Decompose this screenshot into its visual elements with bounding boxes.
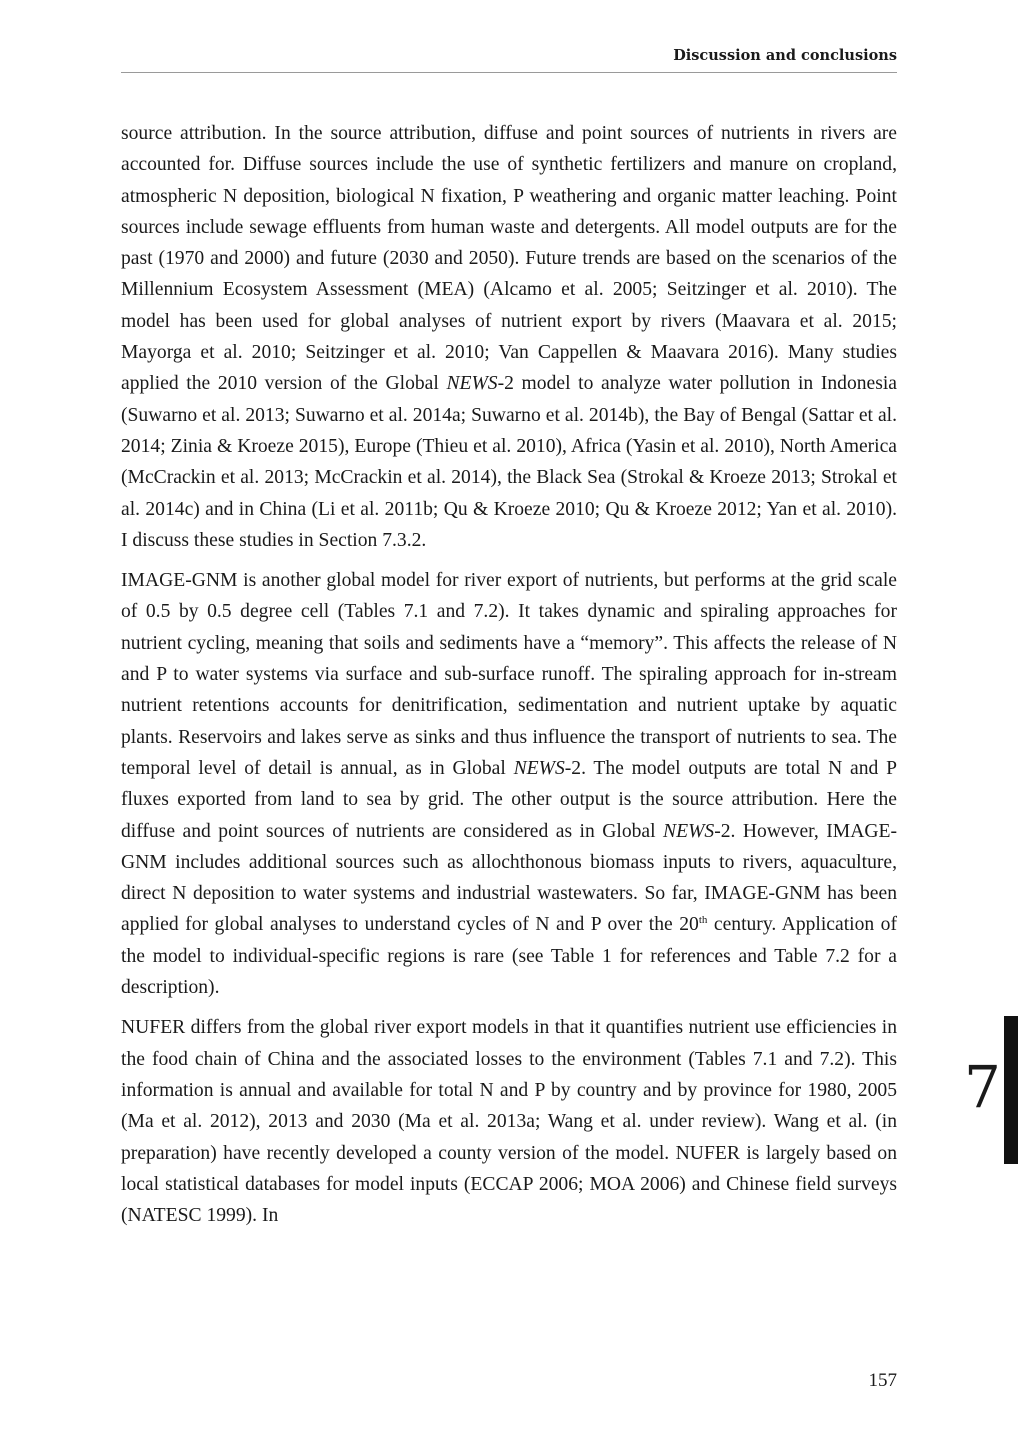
superscript-th: th <box>698 914 708 927</box>
paragraph-2-text-2: -2. The model outputs are total N and P fluxes exported from land to sea by grid. The other output is the source attribution. Here the diffuse and point sources of nutrients are considered as in Global <box>121 757 897 842</box>
paragraph-1-text: source attribution. In the source attribution, diffuse and point sources of nutrients in rivers are accounted for. Diffuse sources include the use of synthetic fertilizers and manure on cropland, atmospheric N deposition, biological N fixation, P weathering and organic matter leaching. Point sources include sewage effluents from human waste and detergents. All model outputs are for the past (1970 and 2000) and future (2030 and 2050). Future trends are based on the scenarios of the Millennium Ecosystem Assessment (MEA) (Alcamo et al. 2005; Seitzinger et al. 2010). The model has been used for global analyses of nutrient export by rivers (Maavara et al. 2015; Mayorga et al. 2010; Seitzinger et al. 2010; Van Cappellen & Maavara 2016). Many studies applied the 2010 version of the Global <box>121 123 897 395</box>
paragraph-3 <box>121 1012 897 1231</box>
chapter-tab <box>1004 1016 1018 1164</box>
news-italic: NEWS <box>663 820 715 842</box>
running-head: Discussion and conclusions <box>673 47 897 64</box>
chapter-number: 7 <box>964 1053 1001 1121</box>
page-number: 157 <box>868 1370 897 1391</box>
paragraph-2-text-4: century. Application of the model to individual-specific regions is rare (see Table 1 for references and Table 7.2 for a description). <box>121 914 897 999</box>
paragraph-2-text-3: -2. However, IMAGE-GNM includes additional sources such as allochthonous biomass inputs to rivers, aquaculture, direct N deposition to water systems and industrial wastewaters. So far, IMAGE-GNM has been applied for global analyses to understand cycles of N and P over the 20 <box>121 820 897 936</box>
body-text <box>121 118 897 1240</box>
paragraph-2 <box>121 565 897 1003</box>
paragraph-2-text: IMAGE-GNM is another global model for river export of nutrients, but performs at the grid scale of 0.5 by 0.5 degree cell (Tables 7.1 and 7.2). It takes dynamic and spiraling approaches for nutrient cycling, meaning that soils and sediments have a “memory”. This affects the release of N and P to water systems via surface and sub-surface runoff. The spiraling approach for in-stream nutrient retentions accounts for denitrification, sedimentation and nutrient uptake by aquatic plants. Reservoirs and lakes serve as sinks and thus influence the transport of nutrients to sea. The temporal level of detail is annual, as in Global <box>121 570 897 779</box>
paragraph-1-text-2: -2 model to analyze water pollution in Indonesia (Suwarno et al. 2013; Suwarno et al. 2014a; Suwarno et al. 2014b), the Bay of Bengal (Sattar et al. 2014; Zinia & Kroeze 2015), Europe (Thieu et al. 2010), Africa (Yasin et al. 2010), North America (McCrackin et al. 2013; McCrackin et al. 2014), the Black Sea (Strokal & Kroeze 2013; Strokal et al. 2014c) and in China (Li et al. 2011b; Qu & Kroeze 2010; Qu & Kroeze 2012; Yan et al. 2010). I discuss these studies in Section 7.3.2. <box>121 373 898 551</box>
news-italic: NEWS <box>446 373 498 395</box>
header-rule <box>121 72 897 73</box>
paragraph-1 <box>121 118 897 556</box>
paragraph-3-text: NUFER differs from the global river export models in that it quantifies nutrient use efficiencies in the food chain of China and the associated losses to the environment (Tables 7.1 and 7.2). This information is annual and available for total N and P by country and by province for 1980, 2005 (Ma et al. 2012), 2013 and 2030 (Ma et al. 2013a; Wang et al. under review). Wang et al. (in preparation) have recently developed a county version of the model. NUFER is largely based on local statistical databases for model inputs (ECCAP 2006; MOA 2006) and Chinese field surveys (NATESC 1999). In <box>121 1017 897 1227</box>
news-italic: NEWS <box>513 757 565 779</box>
